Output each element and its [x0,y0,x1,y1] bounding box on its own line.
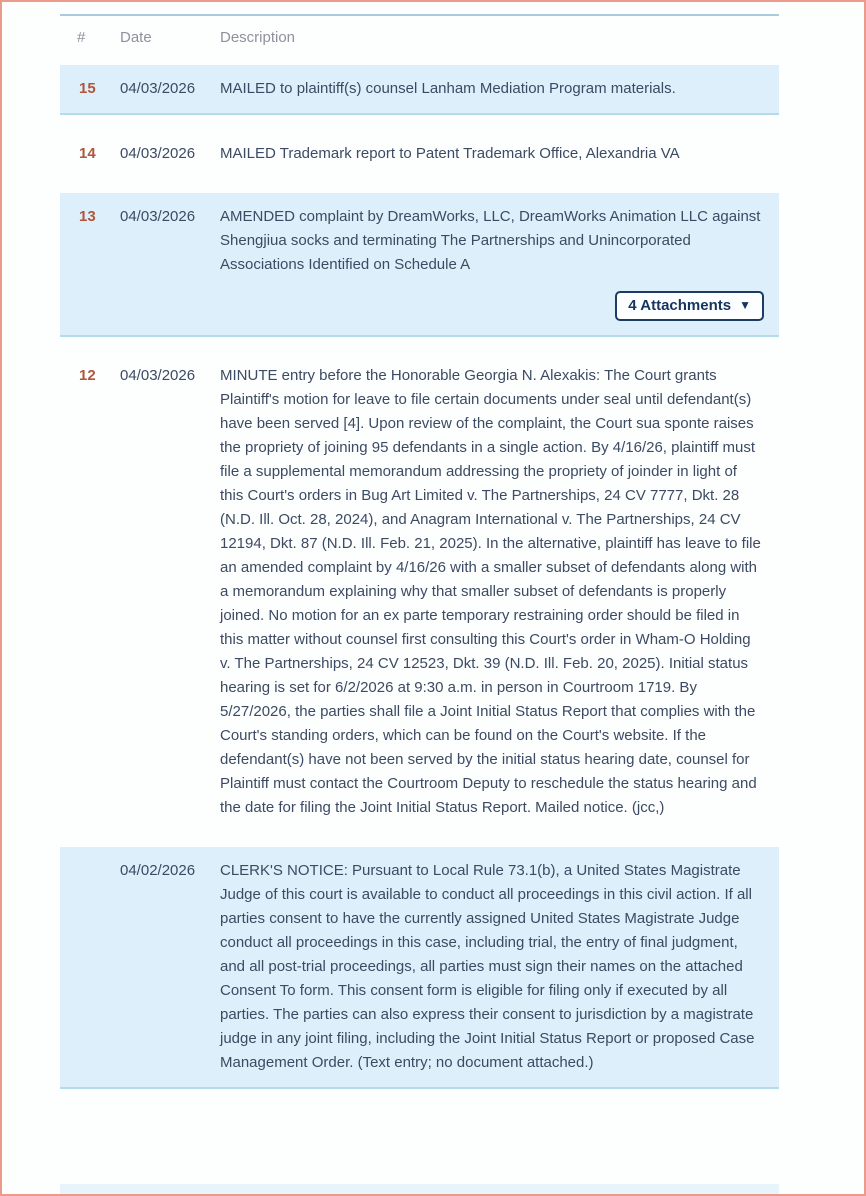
attachments-label: 4 Attachments [628,297,732,314]
row-number-cell [60,364,120,388]
row-description-cell [220,142,779,166]
row-description: MAILED Trademark report to Patent Trademark Office, Alexandria VA [220,145,680,162]
row-date: 04/03/2026 [120,145,196,162]
header-description: Description [220,29,296,46]
header-date: Date [120,29,152,46]
docket-row [60,352,779,832]
row-date: 04/02/2026 [120,862,196,879]
docket-number-link[interactable]: 15 [79,80,96,97]
row-number-cell [60,142,120,166]
chevron-down-icon: ▼ [739,298,751,312]
docket-row [60,193,779,337]
row-date: 04/03/2026 [120,208,196,225]
header-number: # [77,29,86,46]
docket-row [60,847,779,1089]
attachments-line [220,277,764,323]
row-description-cell [220,859,779,1075]
row-description-cell [220,77,779,101]
row-number-cell [60,205,120,229]
docket-number-link[interactable]: 13 [79,208,96,225]
attachments-button[interactable] [615,291,764,321]
row-description: MINUTE entry before the Honorable Georgia N. Alexakis: The Court grants Plaintiff's motion for leave to file certain documents under seal until defendant(s) have been served [4]. Upon review of the complaint, the Court sua sponte raises the propriety of joining 95 defendants in a single action. By 4/16/26, plaintiff must file a supplemental memorandum addressing the propriety of joinder in light of this Court's orders in Bug Art Limited v. The Partnerships, 24 CV 7777, Dkt. 28 (N.D. Ill. Oct. 28, 2024), and Anagram International v. The Partnerships, 24 CV 12194, Dkt. 87 (N.D. Ill. Feb. 21, 2025). In the alternative, plaintiff has leave to file an amended complaint by 4/16/26 with a smaller subset of defendants along with a memorandum explaining why that smaller subset of defendants is properly joined. No motion for an ex parte temporary restraining order should be filed in this matter without counsel first consulting this Court's order in Wham-O Holding v. The Partnerships, 24 CV 12523, Dkt. 39 (N.D. Ill. Feb. 20, 2025). Initial status hearing is set for 6/2/2026 at 9:30 a.m. in person in Courtroom 1719. By 5/27/2026, the parties shall file a Joint Initial Status Report that complies with the Court's standing orders, which can be found on the Court's website. If the defendant(s) have not been served by the initial status hearing date, counsel for Plaintiff must contact the Courtroom Deputy to reschedule the status hearing and the date for filing the Joint Initial Status Report. Mailed notice. (jcc,) [220,367,761,816]
docket-row [60,130,779,178]
docket-number-link[interactable]: 14 [79,145,96,162]
row-description-cell [220,364,779,820]
docket-rows [60,65,779,1089]
row-date: 04/03/2026 [120,367,196,384]
row-description: AMENDED complaint by DreamWorks, LLC, DreamWorks Animation LLC against Shengjiua socks and terminating The Partnerships and Unincorporated Associations Identified on Schedule A [220,208,761,273]
docket-number-link[interactable]: 12 [79,367,96,384]
row-description: MAILED to plaintiff(s) counsel Lanham Mediation Program materials. [220,80,676,97]
next-row-partial [60,1184,779,1194]
row-description: CLERK'S NOTICE: Pursuant to Local Rule 73.1(b), a United States Magistrate Judge of this court is available to conduct all proceedings in this civil action. If all parties consent to have the currently assigned United States Magistrate Judge conduct all proceedings in this case, including trial, the entry of final judgment, and all post-trial proceedings, all parties must sign their names on the attached Consent To form. This consent form is eligible for filing only if executed by all parties. The parties can also express their consent to jurisdiction by a magistrate judge in any joint filing, including the Joint Initial Status Report or proposed Case Management Order. (Text entry; no document attached.) [220,862,755,1071]
docket-header-row [60,16,779,65]
docket-table [60,14,779,1104]
row-date: 04/03/2026 [120,80,196,97]
docket-row [60,65,779,115]
row-number-cell [60,77,120,101]
row-description-cell [220,205,779,323]
